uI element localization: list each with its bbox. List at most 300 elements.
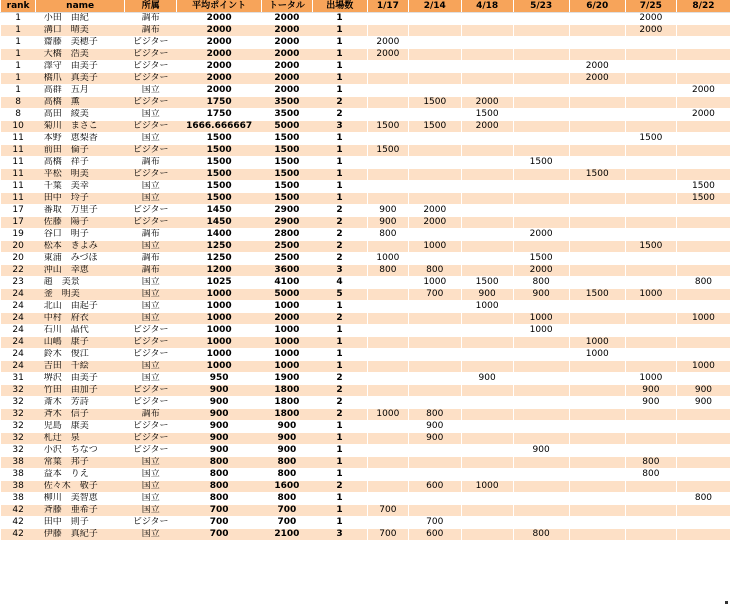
cell-date-5: 1000 <box>569 337 625 349</box>
cell-name: 小田 由紀 <box>36 13 125 25</box>
cell-date-3 <box>461 517 513 529</box>
cell-date-3: 900 <box>461 289 513 301</box>
cell-date-1: 900 <box>367 205 408 217</box>
cell-date-2 <box>408 457 461 469</box>
cell-rank: 10 <box>1 121 36 133</box>
cell-total: 700 <box>262 505 313 517</box>
cell-total: 2000 <box>262 25 313 37</box>
cell-date-6 <box>625 61 676 73</box>
cell-rank: 11 <box>1 133 36 145</box>
cell-date-7 <box>676 505 730 517</box>
cell-date-5 <box>569 325 625 337</box>
cell-date-2 <box>408 349 461 361</box>
cell-total: 1500 <box>262 181 313 193</box>
cell-date-1 <box>367 289 408 301</box>
cell-date-7 <box>676 337 730 349</box>
cell-average-points: 900 <box>177 385 262 397</box>
cell-date-3 <box>461 145 513 157</box>
cell-name: 竹田 由加子 <box>36 385 125 397</box>
table-row <box>1 361 730 373</box>
cell-appearances: 2 <box>312 97 367 109</box>
cell-date-1 <box>367 181 408 193</box>
cell-date-3 <box>461 181 513 193</box>
cell-date-3 <box>461 409 513 421</box>
cell-date-2: 2000 <box>408 205 461 217</box>
cell-average-points: 2000 <box>177 37 262 49</box>
header-date-5: 6/20 <box>569 0 625 13</box>
cell-date-3 <box>461 325 513 337</box>
cell-date-7 <box>676 265 730 277</box>
cell-affiliation: 国立 <box>125 133 177 145</box>
cell-affiliation: 国立 <box>125 469 177 481</box>
cell-average-points: 1400 <box>177 229 262 241</box>
cell-date-7 <box>676 133 730 145</box>
cell-name: 趙 美景 <box>36 277 125 289</box>
cell-appearances: 1 <box>312 325 367 337</box>
table-row <box>1 13 730 25</box>
cell-date-4 <box>513 493 569 505</box>
table-row <box>1 397 730 409</box>
cell-date-1 <box>367 313 408 325</box>
cell-affiliation: 調布 <box>125 229 177 241</box>
cell-date-6 <box>625 145 676 157</box>
cell-date-5 <box>569 373 625 385</box>
cell-total: 1000 <box>262 349 313 361</box>
cell-date-5 <box>569 421 625 433</box>
cell-date-2: 700 <box>408 517 461 529</box>
cell-date-5 <box>569 253 625 265</box>
cell-appearances: 2 <box>312 241 367 253</box>
cell-date-1 <box>367 13 408 25</box>
cell-date-7 <box>676 121 730 133</box>
cell-rank: 42 <box>1 529 36 541</box>
cell-average-points: 2000 <box>177 49 262 61</box>
cell-name: 高田 綾美 <box>36 109 125 121</box>
cell-date-2 <box>408 361 461 373</box>
table-row <box>1 121 730 133</box>
cell-date-3 <box>461 337 513 349</box>
cell-appearances: 1 <box>312 361 367 373</box>
cell-date-1 <box>367 433 408 445</box>
cell-date-7 <box>676 145 730 157</box>
cell-average-points: 1500 <box>177 169 262 181</box>
cell-rank: 1 <box>1 85 36 97</box>
cell-date-1 <box>367 373 408 385</box>
cell-date-3 <box>461 493 513 505</box>
cell-date-6 <box>625 421 676 433</box>
cell-name: 斉木 信子 <box>36 409 125 421</box>
table-row <box>1 193 730 205</box>
table-row <box>1 325 730 337</box>
cell-date-6: 2000 <box>625 13 676 25</box>
cell-date-2: 600 <box>408 529 461 541</box>
cell-date-6 <box>625 265 676 277</box>
cell-total: 1500 <box>262 169 313 181</box>
cell-total: 900 <box>262 445 313 457</box>
cell-date-5 <box>569 469 625 481</box>
cell-affiliation: ビジター <box>125 433 177 445</box>
cell-average-points: 1000 <box>177 289 262 301</box>
cell-date-6 <box>625 433 676 445</box>
cell-date-6: 1500 <box>625 241 676 253</box>
cell-date-4 <box>513 217 569 229</box>
cell-affiliation: ビジター <box>125 445 177 457</box>
cell-date-7 <box>676 373 730 385</box>
cell-date-1 <box>367 61 408 73</box>
cell-date-4 <box>513 61 569 73</box>
cell-affiliation: 国立 <box>125 289 177 301</box>
cell-date-6 <box>625 181 676 193</box>
cell-date-7 <box>676 289 730 301</box>
cell-date-3: 2000 <box>461 121 513 133</box>
cell-date-6 <box>625 157 676 169</box>
cell-date-3 <box>461 133 513 145</box>
cell-total: 1000 <box>262 301 313 313</box>
cell-rank: 1 <box>1 37 36 49</box>
cell-total: 2000 <box>262 73 313 85</box>
cell-average-points: 900 <box>177 433 262 445</box>
table-row <box>1 157 730 169</box>
table-row <box>1 97 730 109</box>
cell-name: 本野 恵梨香 <box>36 133 125 145</box>
header-date-1: 1/17 <box>367 0 408 13</box>
cell-date-3 <box>461 349 513 361</box>
cell-rank: 38 <box>1 457 36 469</box>
cell-name: 番取 万里子 <box>36 205 125 217</box>
cell-date-7 <box>676 409 730 421</box>
cell-name: 大橋 浩美 <box>36 49 125 61</box>
cell-average-points: 1750 <box>177 109 262 121</box>
cell-date-5 <box>569 517 625 529</box>
cell-affiliation: 国立 <box>125 313 177 325</box>
cell-date-4 <box>513 409 569 421</box>
cell-total: 2800 <box>262 229 313 241</box>
cell-date-4: 900 <box>513 289 569 301</box>
cell-date-5: 2000 <box>569 61 625 73</box>
cell-date-6 <box>625 73 676 85</box>
header-row <box>1 0 730 13</box>
cell-date-6 <box>625 481 676 493</box>
cell-date-6 <box>625 49 676 61</box>
cell-total: 1500 <box>262 157 313 169</box>
cell-date-5 <box>569 361 625 373</box>
cell-date-5 <box>569 313 625 325</box>
cell-affiliation: 国立 <box>125 481 177 493</box>
cell-date-4 <box>513 121 569 133</box>
cell-date-5 <box>569 277 625 289</box>
cell-appearances: 1 <box>312 49 367 61</box>
cell-date-1: 2000 <box>367 49 408 61</box>
cell-average-points: 700 <box>177 517 262 529</box>
cell-affiliation: ビジター <box>125 37 177 49</box>
cell-date-3: 2000 <box>461 97 513 109</box>
cell-appearances: 2 <box>312 481 367 493</box>
cell-name: 吉田 千絵 <box>36 361 125 373</box>
cell-affiliation: 国立 <box>125 529 177 541</box>
cell-date-2 <box>408 397 461 409</box>
cell-total: 1800 <box>262 409 313 421</box>
table-row <box>1 229 730 241</box>
cell-total: 2900 <box>262 205 313 217</box>
cell-date-1 <box>367 469 408 481</box>
cell-date-2 <box>408 193 461 205</box>
cell-date-1 <box>367 481 408 493</box>
cell-date-2 <box>408 49 461 61</box>
cell-total: 700 <box>262 517 313 529</box>
ranking-body <box>1 13 730 541</box>
cell-date-3 <box>461 457 513 469</box>
cell-appearances: 1 <box>312 421 367 433</box>
cell-date-6 <box>625 229 676 241</box>
cell-date-2: 700 <box>408 289 461 301</box>
cell-affiliation: 国立 <box>125 277 177 289</box>
cell-date-1 <box>367 349 408 361</box>
cell-affiliation: ビジター <box>125 205 177 217</box>
cell-date-4 <box>513 301 569 313</box>
table-row <box>1 433 730 445</box>
cell-date-1 <box>367 241 408 253</box>
cell-date-3 <box>461 385 513 397</box>
cell-date-7 <box>676 97 730 109</box>
table-row <box>1 109 730 121</box>
cell-affiliation: ビジター <box>125 337 177 349</box>
cell-date-4: 1000 <box>513 325 569 337</box>
cell-date-6: 800 <box>625 469 676 481</box>
cell-appearances: 2 <box>312 205 367 217</box>
header-date-2: 2/14 <box>408 0 461 13</box>
cell-rank: 32 <box>1 421 36 433</box>
cell-date-7 <box>676 157 730 169</box>
cell-date-7 <box>676 325 730 337</box>
cell-average-points: 1025 <box>177 277 262 289</box>
header-rank: rank <box>1 0 36 13</box>
cell-rank: 24 <box>1 301 36 313</box>
cell-date-1 <box>367 385 408 397</box>
cell-rank: 38 <box>1 469 36 481</box>
cell-date-6 <box>625 121 676 133</box>
table-row <box>1 505 730 517</box>
table-row <box>1 457 730 469</box>
cell-rank: 20 <box>1 253 36 265</box>
cell-appearances: 1 <box>312 73 367 85</box>
table-row <box>1 241 730 253</box>
cell-total: 1800 <box>262 397 313 409</box>
cell-name: 齋藤 美穂子 <box>36 37 125 49</box>
cell-total: 1500 <box>262 133 313 145</box>
cell-date-6 <box>625 37 676 49</box>
cell-average-points: 900 <box>177 445 262 457</box>
cell-affiliation: ビジター <box>125 121 177 133</box>
cell-date-7 <box>676 433 730 445</box>
table-row <box>1 529 730 541</box>
cell-appearances: 1 <box>312 25 367 37</box>
cell-date-1: 700 <box>367 529 408 541</box>
table-row <box>1 217 730 229</box>
cell-date-5 <box>569 493 625 505</box>
cell-date-2: 1000 <box>408 277 461 289</box>
cell-date-7 <box>676 529 730 541</box>
cell-date-2 <box>408 145 461 157</box>
cell-date-4 <box>513 373 569 385</box>
cell-date-5 <box>569 481 625 493</box>
cell-affiliation: ビジター <box>125 349 177 361</box>
cell-date-3 <box>461 73 513 85</box>
cell-date-6 <box>625 517 676 529</box>
cell-appearances: 1 <box>312 85 367 97</box>
header-name: name <box>36 0 125 13</box>
cell-date-2: 800 <box>408 409 461 421</box>
cell-average-points: 1250 <box>177 241 262 253</box>
cell-date-7 <box>676 37 730 49</box>
cell-date-1 <box>367 445 408 457</box>
cell-average-points: 900 <box>177 409 262 421</box>
cell-average-points: 1450 <box>177 217 262 229</box>
cell-date-3 <box>461 157 513 169</box>
cell-affiliation: 国立 <box>125 241 177 253</box>
table-row <box>1 25 730 37</box>
cell-rank: 19 <box>1 229 36 241</box>
cell-date-6 <box>625 337 676 349</box>
cell-average-points: 1000 <box>177 361 262 373</box>
cell-date-3 <box>461 229 513 241</box>
cell-date-3 <box>461 205 513 217</box>
table-row <box>1 409 730 421</box>
header-total: トータル <box>262 0 313 13</box>
cell-date-3 <box>461 241 513 253</box>
cell-name: 児島 康美 <box>36 421 125 433</box>
cell-rank: 22 <box>1 265 36 277</box>
cell-appearances: 1 <box>312 157 367 169</box>
cell-date-7 <box>676 73 730 85</box>
cell-rank: 32 <box>1 433 36 445</box>
cell-date-5 <box>569 121 625 133</box>
cell-date-7 <box>676 421 730 433</box>
cell-date-1: 1000 <box>367 409 408 421</box>
cell-affiliation: 調布 <box>125 409 177 421</box>
table-row <box>1 373 730 385</box>
cell-name: 高橋 薫 <box>36 97 125 109</box>
cell-average-points: 2000 <box>177 13 262 25</box>
cell-date-7: 1500 <box>676 193 730 205</box>
cell-date-2: 800 <box>408 265 461 277</box>
cell-date-7: 2000 <box>676 109 730 121</box>
cell-date-6: 1000 <box>625 373 676 385</box>
cell-date-5 <box>569 193 625 205</box>
cell-rank: 42 <box>1 505 36 517</box>
table-row <box>1 169 730 181</box>
cell-average-points: 1450 <box>177 205 262 217</box>
cell-rank: 31 <box>1 373 36 385</box>
cell-date-4 <box>513 421 569 433</box>
table-row <box>1 85 730 97</box>
cell-date-3: 1500 <box>461 277 513 289</box>
cell-date-5 <box>569 529 625 541</box>
cell-name: 小沢 ちなつ <box>36 445 125 457</box>
cell-date-1: 700 <box>367 505 408 517</box>
cell-name: 東浦 みづほ <box>36 253 125 265</box>
cell-date-3: 900 <box>461 373 513 385</box>
cell-date-7: 800 <box>676 277 730 289</box>
cell-date-5 <box>569 97 625 109</box>
cell-date-5 <box>569 301 625 313</box>
cell-date-1 <box>367 25 408 37</box>
cell-appearances: 1 <box>312 469 367 481</box>
cell-name: 前田 倫子 <box>36 145 125 157</box>
cell-average-points: 950 <box>177 373 262 385</box>
cell-affiliation: 国立 <box>125 193 177 205</box>
cell-affiliation: 調布 <box>125 13 177 25</box>
cell-name: 山嶋 康子 <box>36 337 125 349</box>
cell-date-3 <box>461 433 513 445</box>
cell-name: 中村 府衣 <box>36 313 125 325</box>
cell-date-2: 1000 <box>408 241 461 253</box>
cell-date-5: 1000 <box>569 349 625 361</box>
cell-date-4 <box>513 13 569 25</box>
cell-date-6 <box>625 169 676 181</box>
cell-appearances: 1 <box>312 445 367 457</box>
cell-date-6 <box>625 445 676 457</box>
table-row <box>1 301 730 313</box>
cell-date-2: 600 <box>408 481 461 493</box>
cell-rank: 32 <box>1 409 36 421</box>
cell-total: 5000 <box>262 289 313 301</box>
cell-average-points: 1666.666667 <box>177 121 262 133</box>
cell-date-6 <box>625 313 676 325</box>
cell-appearances: 2 <box>312 253 367 265</box>
cell-date-7 <box>676 13 730 25</box>
cell-date-7 <box>676 349 730 361</box>
cell-affiliation: ビジター <box>125 169 177 181</box>
cell-date-4 <box>513 433 569 445</box>
cell-date-1 <box>367 493 408 505</box>
cell-date-4: 1500 <box>513 157 569 169</box>
cell-appearances: 5 <box>312 289 367 301</box>
cell-date-5 <box>569 145 625 157</box>
cell-date-3 <box>461 13 513 25</box>
cell-date-1: 1500 <box>367 121 408 133</box>
cell-date-7 <box>676 49 730 61</box>
cell-average-points: 1000 <box>177 313 262 325</box>
header-affiliation: 所属 <box>125 0 177 13</box>
cell-affiliation: 調布 <box>125 25 177 37</box>
cell-date-3 <box>461 313 513 325</box>
cell-average-points: 2000 <box>177 25 262 37</box>
header-date-7: 8/22 <box>676 0 730 13</box>
cell-appearances: 1 <box>312 301 367 313</box>
cell-affiliation: ビジター <box>125 61 177 73</box>
cell-appearances: 2 <box>312 229 367 241</box>
cell-date-4 <box>513 481 569 493</box>
cell-date-4: 1000 <box>513 313 569 325</box>
cell-total: 800 <box>262 457 313 469</box>
table-row <box>1 469 730 481</box>
table-row <box>1 49 730 61</box>
cell-date-2 <box>408 73 461 85</box>
cell-date-7: 900 <box>676 385 730 397</box>
table-row <box>1 421 730 433</box>
cell-date-5 <box>569 409 625 421</box>
cell-date-5 <box>569 385 625 397</box>
cell-date-6 <box>625 529 676 541</box>
table-row <box>1 493 730 505</box>
cell-date-5 <box>569 157 625 169</box>
table-row <box>1 73 730 85</box>
cell-date-4 <box>513 109 569 121</box>
cell-date-3 <box>461 49 513 61</box>
cell-name: 平松 明美 <box>36 169 125 181</box>
cell-name: 千葉 美幸 <box>36 181 125 193</box>
cell-date-4 <box>513 97 569 109</box>
